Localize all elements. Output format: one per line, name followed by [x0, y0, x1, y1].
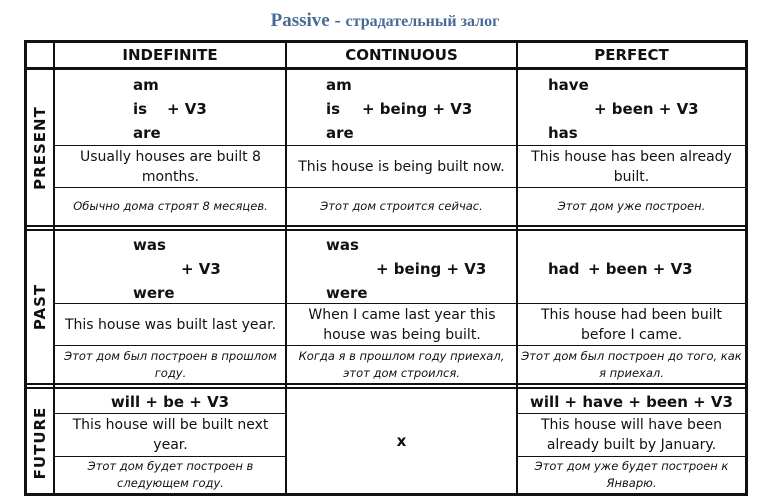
- section-divider-1b: [24, 229, 748, 231]
- section-divider-2a: [24, 383, 748, 385]
- past-cont-translation: Когда я в прошлом году приехал, этот дом строился.: [298, 348, 505, 380]
- future-cont-not-used: x: [396, 432, 407, 450]
- past-cont-were: were: [326, 284, 368, 302]
- future-perf-translation: Этот дом уже будет построен к Январю.: [534, 459, 729, 490]
- present-perf-rule: + been + V3: [594, 100, 699, 118]
- present-indef-translation: Обычно дома строят 8 месяцев.: [73, 199, 268, 213]
- table-border-top: [24, 40, 748, 43]
- present-indef-example: Usually houses are built 8 months.: [80, 148, 261, 185]
- present-indef-are: are: [133, 124, 161, 142]
- past-indef-translation: Этот дом был построен в прошлом году.: [64, 348, 277, 380]
- past-indef-was: was: [133, 236, 166, 254]
- title-subtitle: страдательный залог: [345, 13, 500, 30]
- header-divider: [24, 67, 748, 70]
- past-cont-was: was: [326, 236, 359, 254]
- future-perf-rule: will + have + been + V3: [530, 392, 733, 411]
- past-cont-example: When I came last year this house was being built.: [308, 306, 496, 343]
- present-cont-is: is: [326, 100, 341, 118]
- present-perf-have: have: [548, 76, 589, 94]
- past-perf-had: had: [548, 260, 580, 278]
- present-indef-am: am: [133, 76, 159, 94]
- present-cont-are: are: [326, 124, 354, 142]
- table-border-left: [24, 40, 27, 496]
- future-perf-example: This house will have been already built by January.: [540, 417, 723, 453]
- table-border-right: [745, 40, 748, 496]
- past-perf-translation: Этот дом был построен до того, как я приехал.: [521, 348, 742, 380]
- past-indef-example: This house was built last year.: [64, 316, 277, 333]
- header-perfect: PERFECT: [594, 46, 669, 64]
- past-indef-were: were: [133, 284, 175, 302]
- column-divider-2: [516, 40, 518, 496]
- header-indefinite: INDEFINITE: [122, 46, 218, 64]
- present-cont-example: This house is being built now.: [298, 158, 505, 175]
- title-dash: -: [329, 10, 346, 31]
- present-indef-is: is: [133, 100, 148, 118]
- present-indef-rule: + V3: [167, 100, 207, 118]
- future-indef-example: This house will be built next year.: [72, 417, 269, 453]
- future-indef-rule: will + be + V3: [110, 392, 230, 411]
- table-border-bottom: [24, 493, 748, 496]
- present-cont-translation: Этот дом строится сейчас.: [320, 199, 483, 213]
- past-indef-rule: + V3: [181, 260, 221, 278]
- past-perf-rule: + been + V3: [588, 260, 693, 278]
- header-continuous: CONTINUOUS: [345, 46, 458, 64]
- tense-label-present: PRESENT: [31, 106, 49, 190]
- title-main: Passive: [270, 10, 330, 31]
- label-column-divider: [53, 40, 55, 496]
- present-cont-am: am: [326, 76, 352, 94]
- section-divider-1a: [24, 225, 748, 227]
- future-indef-translation: Этот дом будет построен в следующем году.: [87, 459, 254, 490]
- tense-label-future: FUTURE: [31, 406, 49, 480]
- page-title: [0, 10, 770, 32]
- past-perf-example: This house had been built before I came.: [541, 306, 722, 343]
- present-perf-example: This house has been already built.: [531, 148, 732, 185]
- past-cont-rule: + being + V3: [376, 260, 487, 278]
- tense-label-past: PAST: [31, 283, 49, 331]
- present-perf-translation: Этот дом уже построен.: [557, 199, 706, 213]
- present-perf-has: has: [548, 124, 578, 142]
- present-cont-rule: + being + V3: [362, 100, 473, 118]
